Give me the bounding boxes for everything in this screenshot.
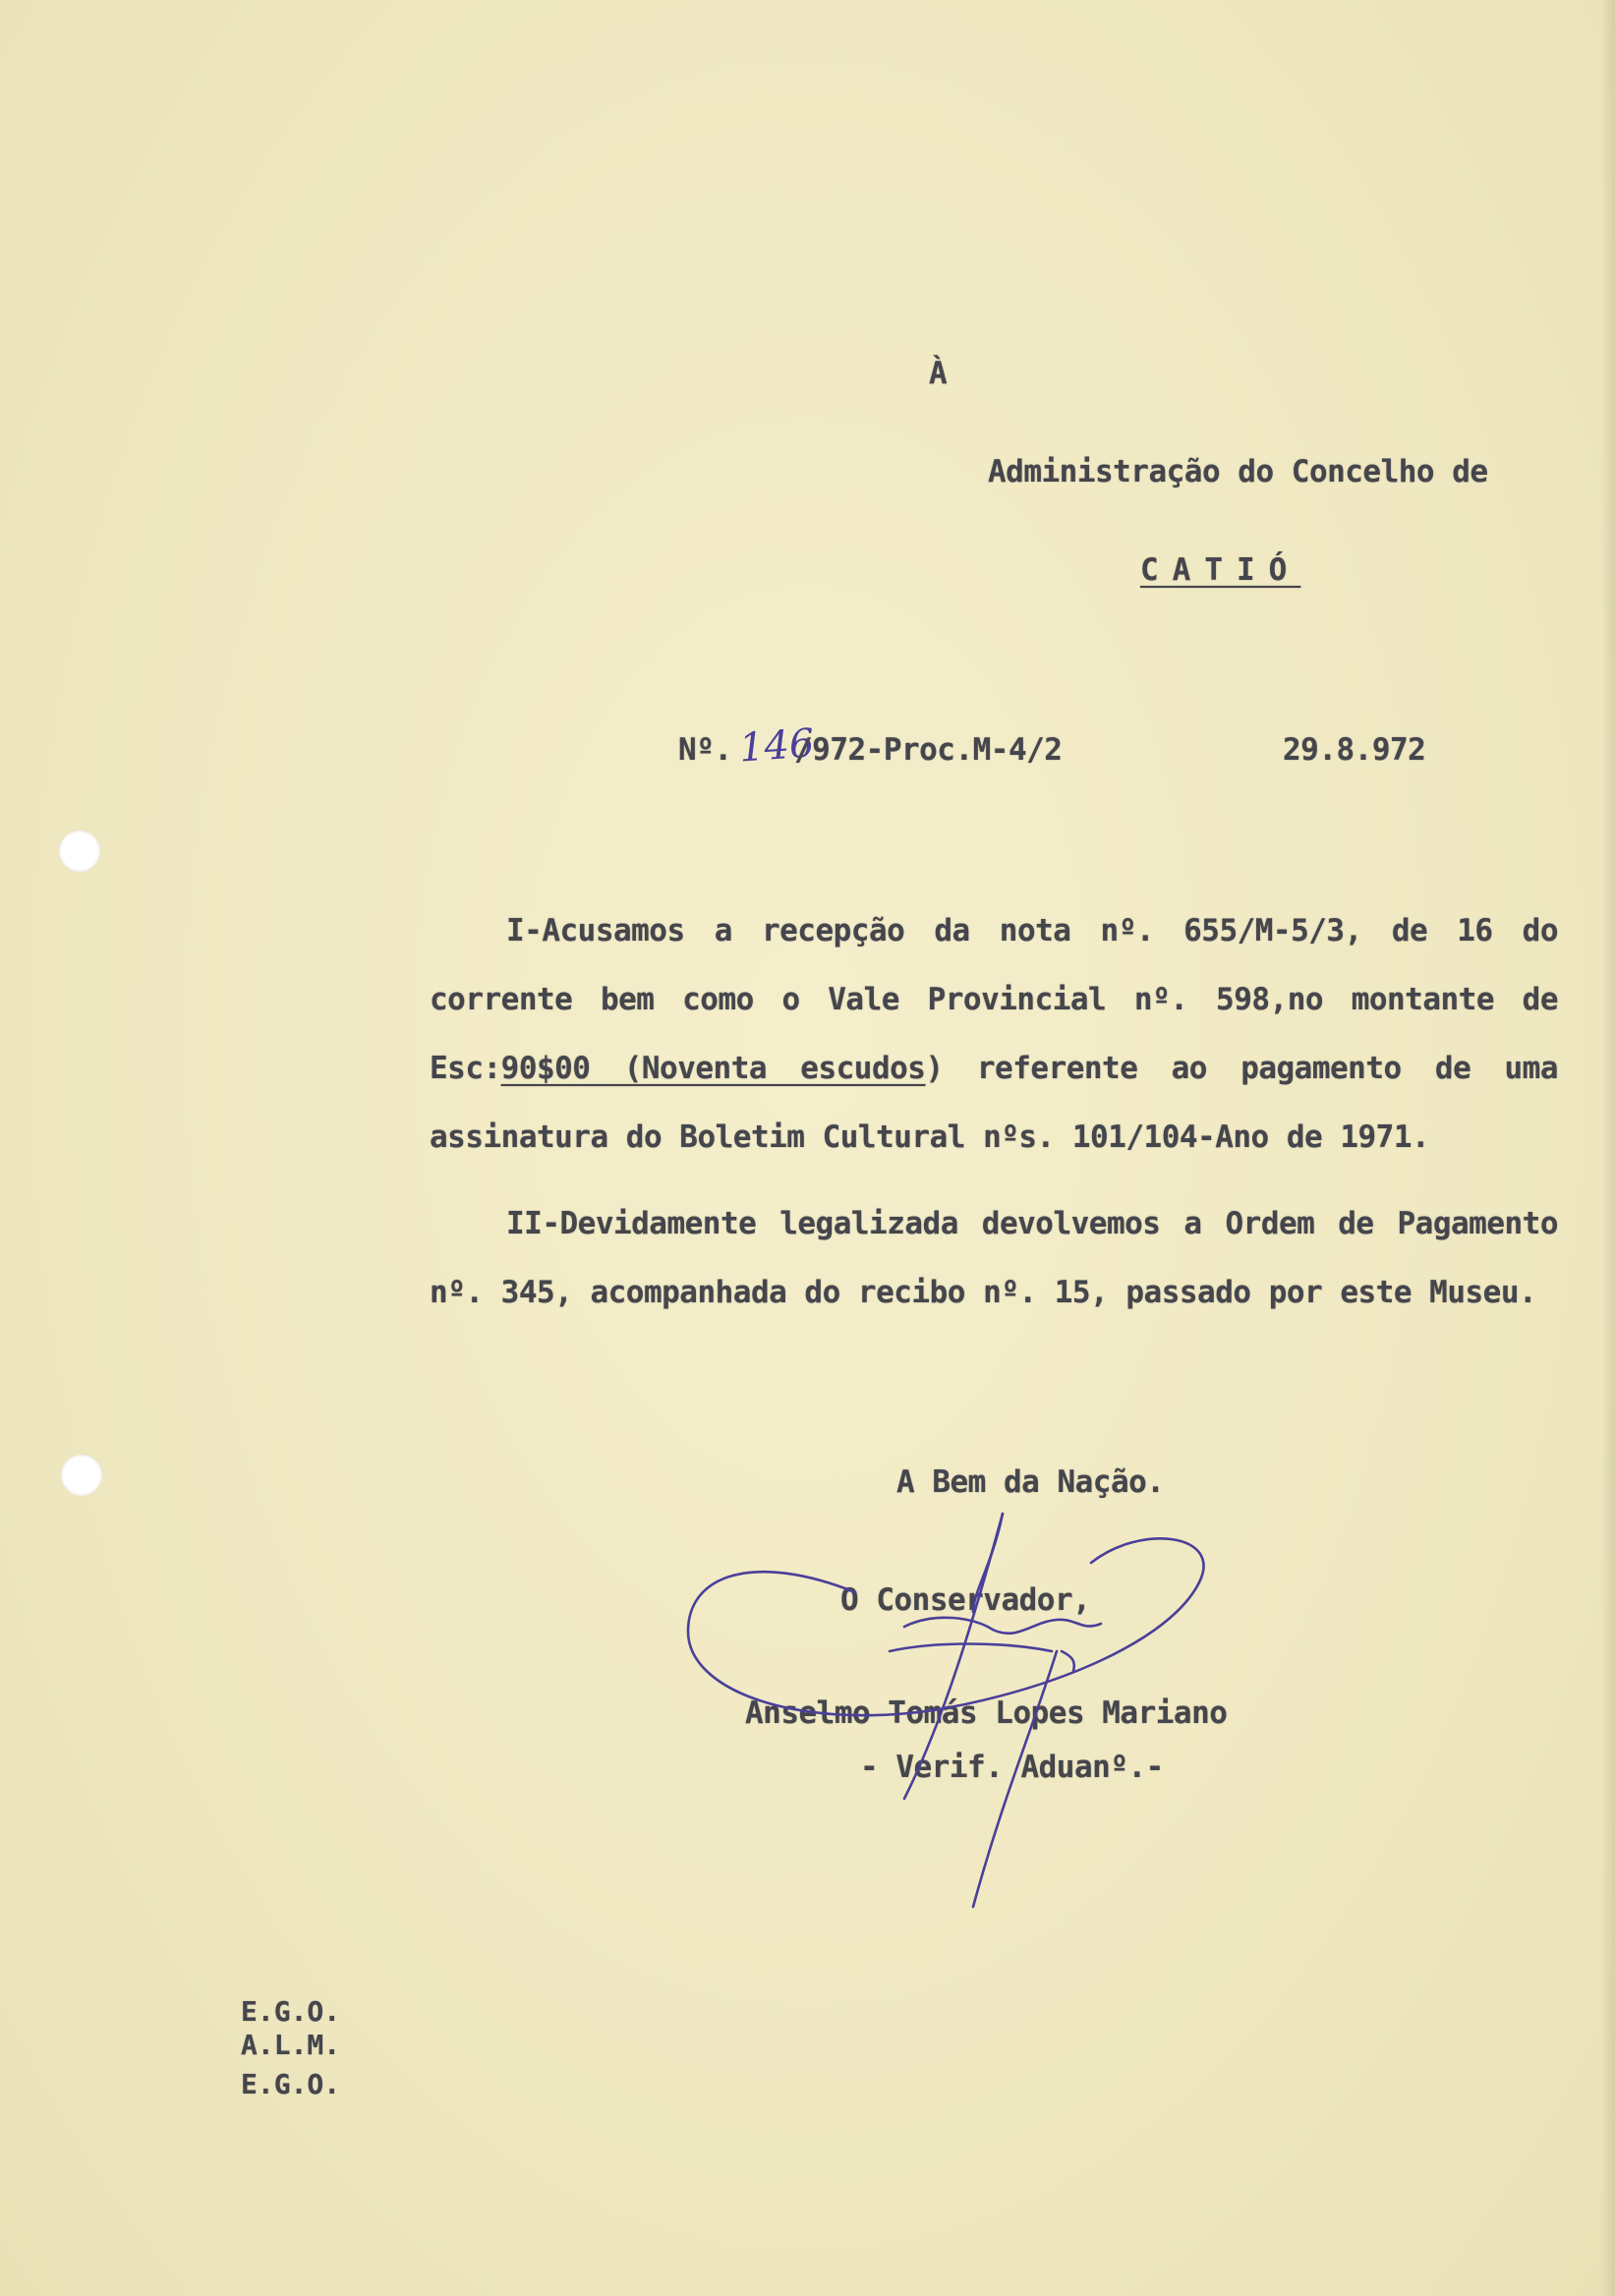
punch-hole-bottom <box>61 1455 102 1496</box>
reference-prefix: Nº. <box>678 732 732 768</box>
punch-hole-top <box>59 831 100 872</box>
closing-role: O Conservador, <box>840 1582 1091 1618</box>
paragraph-1-amount: 90$00 (Noventa escudos <box>500 1051 926 1086</box>
initials-block <box>241 1995 340 2101</box>
address-place: CATIÓ <box>1140 552 1301 588</box>
address-to: À <box>929 356 948 391</box>
paragraph-1-text: I-Acusamos a recepção da nota nº. 655/M-5/3, de 16 do corrente bem como o Vale Provincial nº. 598,no montante de <box>430 913 1558 1017</box>
closing-title: - Verif. Aduanº.- <box>860 1750 1164 1785</box>
initials-line-1: E.G.O. <box>241 1995 341 2028</box>
reference-handwritten-number: 146 <box>737 720 816 772</box>
initials-line-3: E.G.O. <box>241 2068 341 2100</box>
reference-suffix: /972-Proc.M-4/2 <box>794 732 1063 768</box>
paragraph-1-prefix: Esc: <box>430 1051 501 1086</box>
address-recipient: Administração do Concelho de <box>988 454 1488 489</box>
paragraph-1-close: ) <box>925 1051 944 1086</box>
closing-name: Anselmo Tomás Lopes Mariano <box>745 1695 1228 1731</box>
initials-line-2: A.L.M. <box>241 2029 341 2061</box>
paragraph-1-end: referente ao pagamento de uma assinatura do Boletim Cultural nºs. 101/104-Ano de 1971. <box>430 1051 1558 1155</box>
closing-salutation: A Bem da Nação. <box>896 1464 1165 1500</box>
body-paragraph-2 <box>430 1189 1558 1327</box>
reference-date: 29.8.972 <box>1283 732 1426 768</box>
paper-edge-shadow <box>1601 0 1615 2296</box>
body-paragraph-1 <box>430 896 1558 1172</box>
paragraph-2-text: II-Devidamente legalizada devolvemos a Ordem de Pagamento nº. 345, acompanhada do recibo nº. 15, passado por este Museu. <box>430 1206 1558 1310</box>
